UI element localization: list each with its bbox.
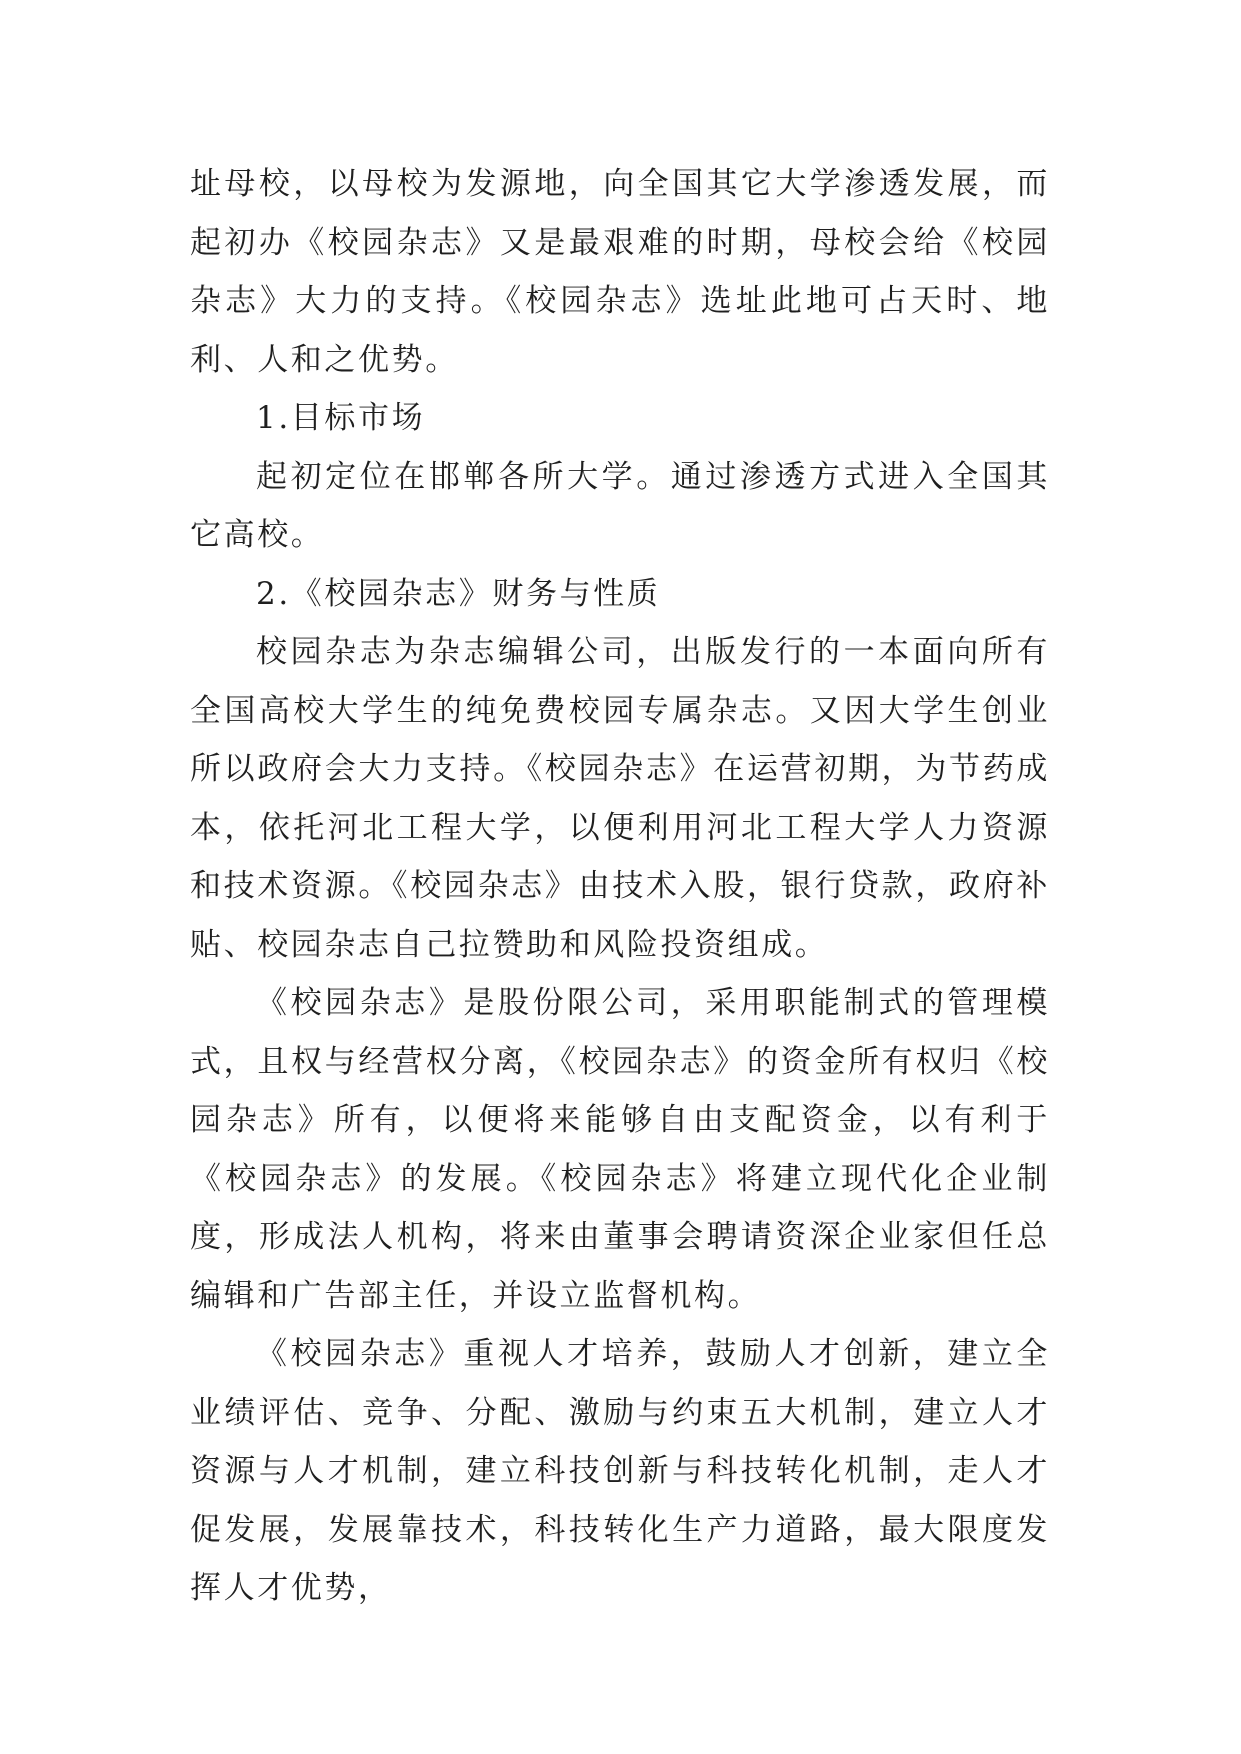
section-heading-finance-nature: 2.《校园杂志》财务与性质 — [256, 575, 661, 612]
paragraph-management: 《校园杂志》是股份限公司，采用职能制式的管理模式，且权与经营权分离，《校园杂志》的资金所有权归《校园杂志》所有，以便将来能够自由支配资金，以有利于《校园杂志》的发展。《校园杂志》将建立现代化企业制度，形成法人机构，将来由董事会聘请资深企业家但任总编辑和广告部主任，并设立监督机构。 — [190, 985, 1050, 1314]
document-body — [190, 155, 1050, 1618]
paragraph-intro-continued: 址母校，以母校为发源地，向全国其它大学渗透发展，而起初办《校园杂志》又是最艰难的时期，母校会给《校园杂志》大力的支持。《校园杂志》选址此地可占天时、地利、人和之优势。 — [190, 166, 1050, 378]
paragraph-talent: 《校园杂志》重视人才培养，鼓励人才创新，建立全业绩评估、竞争、分配、激励与约束五大机制，建立人才资源与人才机制，建立科技创新与科技转化机制，走人才促发展，发展靠技术，科技转化生产力道路，最大限度发挥人才优势， — [190, 1336, 1050, 1606]
paragraph-finance: 校园杂志为杂志编辑公司，出版发行的一本面向所有全国高校大学生的纯免费校园专属杂志。又因大学生创业所以政府会大力支持。《校园杂志》在运营初期，为节药成本，依托河北工程大学，以便利用河北工程大学人力资源和技术资源。《校园杂志》由技术入股，银行贷款，政府补贴、校园杂志自己拉赞助和风险投资组成。 — [190, 634, 1050, 963]
section-heading-target-market: 1.目标市场 — [256, 400, 426, 436]
paragraph-target-market: 起初定位在邯郸各所大学。通过渗透方式进入全国其它高校。 — [190, 458, 1050, 553]
